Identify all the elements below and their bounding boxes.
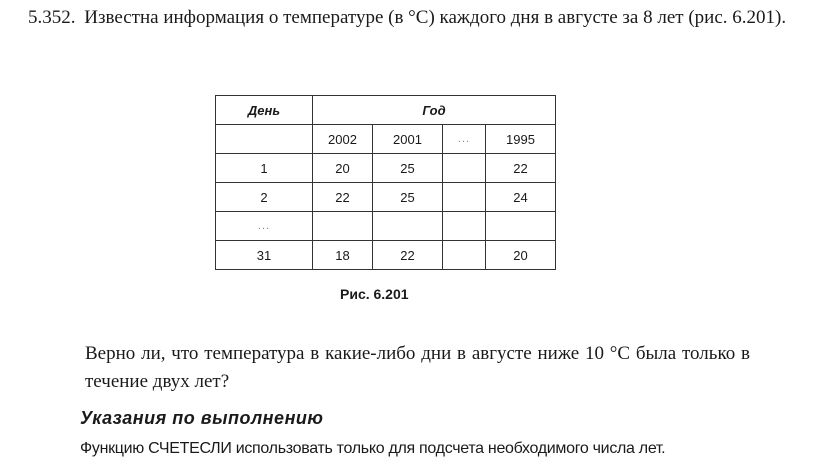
empty-cell — [216, 125, 313, 154]
temp-cell: 22 — [486, 154, 556, 183]
temp-cell — [443, 183, 486, 212]
table-row — [216, 212, 556, 241]
temp-cell — [443, 241, 486, 270]
day-cell: 2 — [216, 183, 313, 212]
hint-heading: Указания по выполнению — [80, 408, 324, 428]
temp-cell: 25 — [373, 154, 443, 183]
header-day: День — [216, 96, 313, 125]
year-cell: 2001 — [373, 125, 443, 154]
temp-cell: 20 — [486, 241, 556, 270]
day-cell: 1 — [216, 154, 313, 183]
temp-cell: 18 — [313, 241, 373, 270]
question-text: Верно ли, что температура в какие-либо дни в августе ниже 10 °С была только в течение двух лет? — [85, 343, 750, 392]
table-row — [216, 241, 556, 270]
table-row — [216, 183, 556, 212]
problem-number: 5.352. — [28, 7, 76, 28]
year-ellipsis: ... — [443, 125, 486, 154]
hint-text: Функцию СЧЕТЕСЛИ использовать только для подсчета необходимого числа лет. — [80, 440, 666, 457]
temp-cell: 25 — [373, 183, 443, 212]
table-years-row — [216, 125, 556, 154]
temp-cell — [443, 212, 486, 241]
day-cell: 31 — [216, 241, 313, 270]
table-header-row — [216, 96, 556, 125]
temp-cell: 22 — [313, 183, 373, 212]
year-cell: 2002 — [313, 125, 373, 154]
temp-cell: 24 — [486, 183, 556, 212]
day-ellipsis: ... — [216, 212, 313, 241]
problem-statement — [28, 4, 788, 32]
year-cell: 1995 — [486, 125, 556, 154]
temperature-table — [215, 95, 556, 270]
table-row — [216, 154, 556, 183]
header-year: Год — [313, 96, 556, 125]
temp-cell — [373, 212, 443, 241]
problem-text: Известна информация о температуре (в °С) каждого дня в августе за 8 лет (рис. 6.201). — [84, 7, 787, 28]
temp-cell: 22 — [373, 241, 443, 270]
figure-caption: Рис. 6.201 — [340, 286, 409, 302]
temp-cell — [443, 154, 486, 183]
temp-cell — [313, 212, 373, 241]
temp-cell — [486, 212, 556, 241]
temp-cell: 20 — [313, 154, 373, 183]
